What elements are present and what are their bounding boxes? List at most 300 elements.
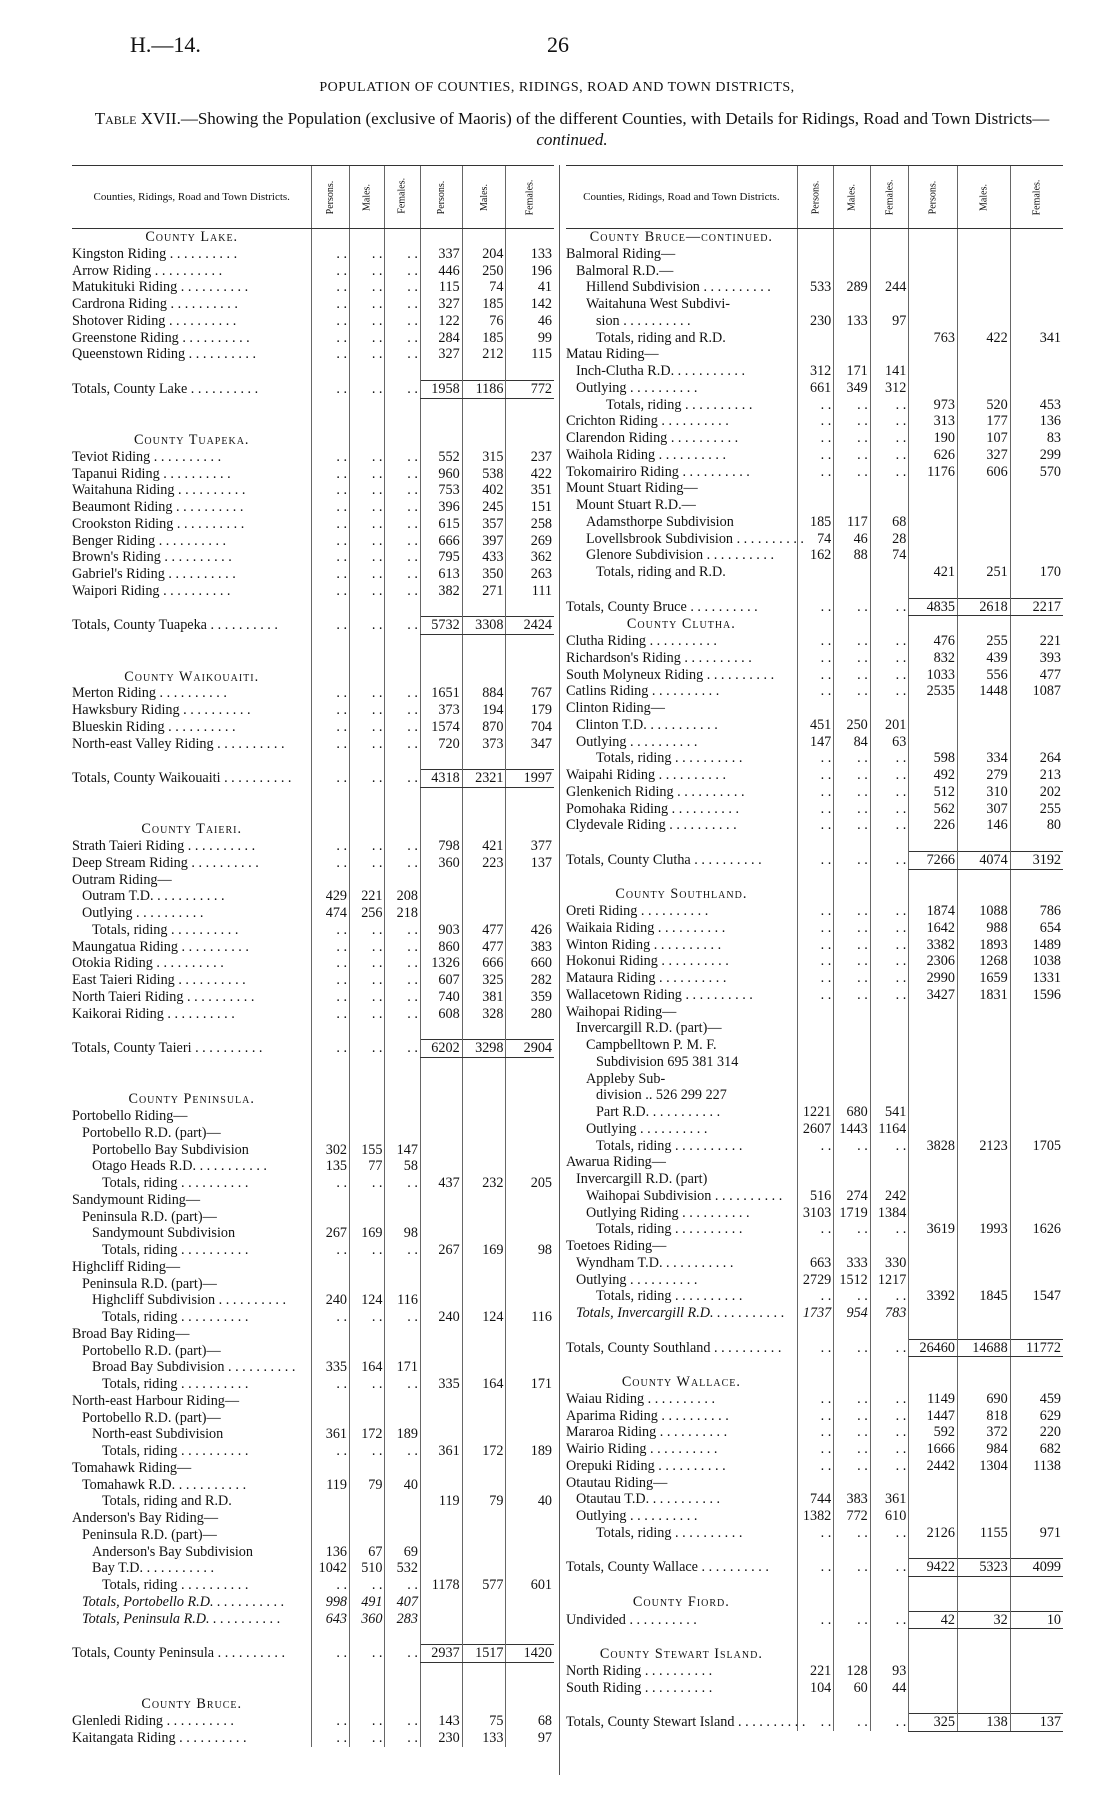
empty-cell (957, 616, 1010, 633)
females-total-cell (506, 1142, 554, 1159)
females-subtotal-cell (385, 1393, 420, 1410)
persons-subtotal-cell: 998 (312, 1594, 350, 1611)
table-caption-text: —Showing the Population (exclusive of Maoris) of the different Counties, with Details for Ridings, Road and Town Districts— (180, 109, 1050, 128)
males-subtotal-cell: . . (834, 1391, 871, 1408)
females-total-cell: 263 (506, 566, 554, 583)
males-total-cell: 984 (957, 1441, 1010, 1458)
persons-total-cell (909, 1071, 958, 1088)
males-total-cell (957, 1154, 1010, 1171)
table-row (72, 1175, 554, 1192)
col-header-place-right: Counties, Ridings, Road and Town Districts. (566, 166, 797, 229)
females-total-cell (506, 905, 554, 922)
leader-dots: . . . . . . . . . . (697, 1559, 769, 1576)
district-name (72, 872, 312, 889)
males-total-cell: 477 (462, 939, 506, 956)
empty-cell (957, 229, 1010, 246)
district-label: Peninsula R.D. (part)— (82, 1526, 217, 1543)
table-row (72, 1527, 554, 1544)
persons-subtotal-cell: . . (797, 413, 834, 430)
leader-dots: . . . . . . . . . . (214, 1645, 285, 1661)
females-total-cell: 629 (1010, 1408, 1063, 1425)
col-header-persons-2-right: Persons. (909, 166, 958, 229)
persons-total-cell: 763 (909, 330, 958, 347)
table-row (72, 872, 554, 889)
empty-cell (312, 1075, 350, 1092)
district-label: Highcliff Subdivision (92, 1292, 216, 1309)
females-total-cell: 660 (506, 955, 554, 972)
females-total-cell: 116 (506, 1309, 554, 1326)
persons-subtotal-cell: 2729 (797, 1272, 834, 1289)
males-total-cell: 1268 (957, 953, 1010, 970)
persons-subtotal-cell (312, 1125, 350, 1142)
county-heading-row (566, 1374, 1063, 1391)
males-total-cell: 666 (462, 955, 506, 972)
persons-total-cell (909, 1272, 958, 1289)
persons-total-cell: 226 (909, 817, 958, 834)
females-subtotal-cell: . . (385, 516, 420, 533)
district-name (72, 533, 312, 550)
persons-total-cell: 267 (420, 1242, 462, 1259)
persons-subtotal-cell: 162 (797, 547, 834, 564)
district-name (72, 1393, 312, 1410)
females-total-cell: 196 (506, 263, 554, 280)
males-subtotal-cell: . . (350, 549, 385, 566)
females-total-cell (506, 1527, 554, 1544)
females-subtotal-cell (385, 1326, 420, 1343)
males-total-cell: 2321 (462, 770, 506, 788)
females-subtotal-cell: . . (870, 970, 909, 987)
females-subtotal-cell (870, 1087, 909, 1104)
females-subtotal-cell: . . (385, 617, 420, 635)
leader-dots: . . . . . . . . . . (206, 617, 278, 634)
empty-cell (312, 1627, 350, 1644)
empty-cell (72, 1022, 312, 1039)
females-total-cell (1010, 531, 1063, 548)
district-label: Peninsula R.D. (part)— (82, 1208, 217, 1225)
females-subtotal-cell: 244 (870, 279, 909, 296)
males-total-cell (957, 480, 1010, 497)
males-total-cell (462, 1343, 506, 1360)
empty-cell (909, 1696, 958, 1713)
district-name (566, 1221, 797, 1238)
district-name (72, 1426, 312, 1443)
spacer-row (566, 1542, 1063, 1559)
persons-subtotal-cell: . . (797, 1441, 834, 1458)
persons-subtotal-cell: . . (312, 955, 350, 972)
females-subtotal-cell: . . (870, 633, 909, 650)
district-label: Totals, riding (596, 750, 672, 767)
females-total-cell: 477 (1010, 667, 1063, 684)
females-subtotal-cell (870, 1154, 909, 1171)
district-label: North-east Subdivision (92, 1426, 224, 1443)
persons-total-cell: 1326 (420, 955, 462, 972)
persons-subtotal-cell: . . (312, 482, 350, 499)
empty-cell (566, 1696, 797, 1713)
table-row (566, 1441, 1063, 1458)
table-row (72, 736, 554, 753)
males-total-cell: 1304 (957, 1458, 1010, 1475)
persons-total-cell (909, 313, 958, 330)
leader-dots: . . . . . . . . . . (656, 1424, 728, 1441)
males-subtotal-cell: . . (350, 838, 385, 855)
district-name (72, 263, 312, 280)
males-total-cell (957, 1037, 1010, 1054)
persons-subtotal-cell: 312 (797, 363, 834, 380)
persons-total-cell: 960 (420, 466, 462, 483)
table-row (566, 296, 1063, 313)
district-name (72, 617, 312, 635)
table-row (566, 246, 1063, 263)
district-name (566, 1714, 806, 1732)
persons-subtotal-cell: . . (797, 937, 834, 954)
persons-subtotal-cell (797, 1071, 834, 1088)
females-total-cell: 115 (506, 346, 554, 363)
leader-dots: . . . . . . . . . . (699, 279, 771, 296)
males-subtotal-cell: . . (834, 1714, 871, 1732)
persons-total-cell (909, 1054, 958, 1071)
district-label: Mataura Riding (566, 970, 656, 986)
males-subtotal-cell (834, 700, 871, 717)
leader-dots: . . . . . . . . . . (626, 1508, 698, 1524)
males-total-cell: 164 (462, 1376, 506, 1393)
persons-total-cell: 1666 (909, 1441, 958, 1458)
females-subtotal-cell: 407 (385, 1594, 420, 1611)
persons-subtotal-cell (312, 1527, 350, 1544)
empty-cell (506, 432, 554, 449)
persons-total-cell: 860 (420, 939, 462, 956)
table-row (566, 683, 1063, 700)
persons-subtotal-cell: . . (312, 736, 350, 753)
persons-total-cell: 832 (909, 650, 958, 667)
district-label: Totals, Peninsula R.D. (82, 1610, 210, 1627)
males-total-cell: 185 (462, 330, 506, 347)
district-name (72, 888, 312, 905)
empty-cell (797, 869, 834, 886)
persons-subtotal-cell: 74 (797, 531, 834, 548)
empty-cell (72, 635, 312, 652)
table-row (72, 1713, 554, 1730)
females-total-cell: 202 (1010, 784, 1063, 801)
females-total-cell (1010, 1171, 1063, 1188)
persons-subtotal-cell: 1382 (797, 1508, 834, 1525)
district-label: Tokomairiro Riding (566, 463, 679, 480)
males-subtotal-cell (834, 1004, 871, 1021)
table-row (566, 497, 1063, 514)
males-total-cell: 250 (462, 263, 506, 280)
empty-cell (506, 1022, 554, 1039)
table-row (72, 939, 554, 956)
district-label: Portobello R.D. (part)— (82, 1342, 221, 1359)
district-name (566, 547, 797, 564)
empty-cell (350, 1680, 385, 1697)
district-name (566, 1508, 797, 1525)
empty-cell (909, 1577, 958, 1594)
persons-subtotal-cell (312, 1460, 350, 1477)
spacer-row (566, 581, 1063, 598)
males-total-cell (462, 1594, 506, 1611)
males-subtotal-cell: . . (350, 972, 385, 989)
empty-cell (72, 805, 312, 822)
table-row (72, 1343, 554, 1360)
males-total-cell: 124 (462, 1309, 506, 1326)
females-total-cell: 4099 (1010, 1559, 1063, 1577)
males-subtotal-cell: 88 (834, 547, 871, 564)
males-subtotal-cell (350, 1326, 385, 1343)
leader-dots: . . . . . . . . . . (678, 463, 750, 480)
persons-total-cell: 1958 (420, 380, 462, 398)
persons-total-cell (909, 380, 958, 397)
females-subtotal-cell: . . (385, 566, 420, 583)
empty-cell (385, 787, 420, 804)
persons-total-cell (420, 1510, 462, 1527)
males-subtotal-cell: 79 (350, 1477, 385, 1494)
males-subtotal-cell: . . (834, 1138, 871, 1155)
persons-total-cell (420, 1276, 462, 1293)
females-total-cell: 767 (506, 685, 554, 702)
persons-total-cell: 361 (420, 1443, 462, 1460)
district-label: Totals, Invercargill R.D. (576, 1305, 714, 1321)
leader-dots: . . . . . . . . . . (681, 396, 753, 413)
empty-cell (72, 363, 312, 380)
leader-dots: . . . . . . . . . . (209, 1610, 281, 1627)
persons-subtotal-cell: . . (797, 447, 834, 464)
females-subtotal-cell (870, 263, 909, 280)
empty-cell (312, 1057, 350, 1074)
district-name (566, 1104, 797, 1121)
persons-total-cell: 592 (909, 1424, 958, 1441)
table-row (566, 1154, 1063, 1171)
district-name (566, 920, 797, 937)
district-label: Outram T.D. (82, 888, 154, 905)
persons-subtotal-cell: . . (312, 516, 350, 533)
persons-subtotal-cell: . . (797, 464, 834, 481)
females-total-cell: 269 (506, 533, 554, 550)
males-total-cell: 421 (462, 838, 506, 855)
table-row (566, 564, 1063, 581)
empty-cell (506, 752, 554, 769)
district-label: Richardson's Riding (566, 649, 681, 666)
persons-subtotal-cell: . . (797, 784, 834, 801)
males-total-cell: 3298 (462, 1040, 506, 1058)
persons-subtotal-cell: . . (797, 430, 834, 447)
county-heading-row (566, 1646, 1063, 1663)
leader-dots: . . . . . . . . . . (650, 936, 722, 953)
table-row (566, 801, 1063, 818)
males-total-cell: 279 (957, 767, 1010, 784)
county-total-row (566, 1714, 1063, 1732)
females-subtotal-cell: . . (385, 1175, 420, 1192)
table-row (72, 1125, 554, 1142)
district-label: Totals, County Waikouaiti (72, 770, 221, 786)
spacer-row (566, 1322, 1063, 1339)
males-total-cell: 4074 (957, 851, 1010, 869)
district-label: Strath Taieri Riding (72, 838, 185, 854)
males-total-cell (462, 1426, 506, 1443)
persons-total-cell (420, 1108, 462, 1125)
leader-dots: . . . . . . . . . . (163, 1713, 234, 1729)
leader-dots: . . . . . . . . . . (686, 598, 758, 615)
persons-subtotal-cell (797, 497, 834, 514)
females-subtotal-cell: 361 (870, 1491, 909, 1508)
males-total-cell: 315 (462, 449, 506, 466)
persons-subtotal-cell: 185 (797, 514, 834, 531)
persons-subtotal-cell: 302 (312, 1142, 350, 1159)
empty-cell (385, 363, 420, 380)
persons-subtotal-cell (797, 480, 834, 497)
district-label: Hokonui Riding (566, 953, 658, 970)
persons-total-cell: 613 (420, 566, 462, 583)
leader-dots: . . . . . . . . . . (734, 1714, 806, 1730)
empty-cell (420, 1696, 462, 1713)
district-label: Crookston Riding (72, 515, 174, 532)
females-total-cell: 1138 (1010, 1458, 1063, 1475)
females-total-cell (506, 1326, 554, 1343)
empty-cell (312, 415, 350, 432)
females-subtotal-cell (870, 1037, 909, 1054)
persons-total-cell: 119 (420, 1493, 462, 1510)
leader-dots: . . . . . . . . . . (220, 770, 292, 786)
empty-cell (957, 834, 1010, 851)
persons-subtotal-cell: 1221 (797, 1104, 834, 1121)
persons-subtotal-cell: . . (797, 1408, 834, 1425)
empty-cell (72, 1627, 312, 1644)
district-label: Totals, riding (92, 921, 168, 938)
district-name (566, 1272, 797, 1289)
empty-cell (1010, 1696, 1063, 1713)
females-subtotal-cell: . . (385, 719, 420, 736)
table-row (72, 702, 554, 719)
district-label: Totals, riding (102, 1242, 178, 1258)
district-name (566, 750, 797, 767)
males-total-cell (957, 1020, 1010, 1037)
females-total-cell: 601 (506, 1577, 554, 1594)
persons-total-cell: 615 (420, 516, 462, 533)
district-label: Wairio Riding (566, 1441, 647, 1457)
table-row (566, 1272, 1063, 1289)
males-total-cell: 328 (462, 1006, 506, 1023)
district-label: North Taieri Riding (72, 988, 184, 1005)
leader-dots: . . . . . . . . . . (177, 1242, 249, 1258)
table-row (72, 1477, 554, 1494)
persons-total-cell (909, 1663, 958, 1680)
district-name (566, 667, 797, 684)
district-name (72, 770, 312, 788)
district-name (566, 1491, 797, 1508)
persons-subtotal-cell: . . (312, 1309, 350, 1326)
males-subtotal-cell: . . (834, 953, 871, 970)
males-total-cell: 325 (462, 972, 506, 989)
leader-dots: . . . . . . . . . . (646, 716, 718, 733)
persons-total-cell (420, 1359, 462, 1376)
males-subtotal-cell: . . (350, 702, 385, 719)
persons-total-cell: 3828 (909, 1138, 958, 1155)
empty-cell (834, 1646, 871, 1663)
empty-cell (566, 1322, 797, 1339)
females-subtotal-cell: . . (870, 598, 909, 616)
district-name (566, 1255, 797, 1272)
males-subtotal-cell (350, 1510, 385, 1527)
district-name (72, 1376, 312, 1393)
empty-cell (834, 834, 871, 851)
males-total-cell: 2123 (957, 1138, 1010, 1155)
persons-subtotal-cell: 361 (312, 1426, 350, 1443)
empty-cell (834, 616, 871, 633)
females-subtotal-cell: 1217 (870, 1272, 909, 1289)
persons-subtotal-cell: . . (797, 1391, 834, 1408)
district-label: Teviot Riding (72, 448, 151, 465)
empty-cell (834, 1577, 871, 1594)
district-label: Highcliff Riding— (72, 1258, 181, 1275)
persons-total-cell: 115 (420, 279, 462, 296)
persons-subtotal-cell (797, 263, 834, 280)
persons-total-cell: 437 (420, 1175, 462, 1192)
county-total-row (566, 598, 1063, 616)
females-total-cell: 170 (1010, 564, 1063, 581)
empty-cell (506, 1680, 554, 1697)
empty-cell (312, 363, 350, 380)
females-total-cell (1010, 1037, 1063, 1054)
females-total-cell (1010, 346, 1063, 363)
district-label: Totals, riding (596, 1524, 672, 1541)
district-name (72, 922, 312, 939)
males-total-cell: 204 (462, 246, 506, 263)
empty-cell (1010, 1357, 1063, 1374)
males-total-cell: 251 (957, 564, 1010, 581)
district-name (72, 1259, 312, 1276)
persons-total-cell: 973 (909, 397, 958, 414)
females-subtotal-cell: . . (870, 767, 909, 784)
district-label: Invercargill R.D. (part)— (576, 1020, 722, 1037)
males-subtotal-cell (350, 1493, 385, 1510)
district-label: Glenledi Riding (72, 1713, 164, 1729)
empty-cell (870, 1542, 909, 1559)
persons-subtotal-cell: 1737 (797, 1305, 834, 1322)
persons-subtotal-cell (797, 700, 834, 717)
leader-dots: . . . . . . . . . . (166, 296, 238, 312)
persons-total-cell (420, 872, 462, 889)
district-label: Totals, riding (596, 1137, 672, 1154)
females-subtotal-cell: . . (385, 1730, 420, 1747)
table-row (72, 905, 554, 922)
persons-subtotal-cell: . . (797, 1138, 834, 1155)
empty-cell (350, 669, 385, 686)
empty-cell (72, 398, 312, 415)
females-total-cell: 80 (1010, 817, 1063, 834)
females-total-cell: 1420 (506, 1645, 554, 1663)
district-label: Waihola Riding (566, 446, 656, 463)
males-total-cell: 75 (462, 1713, 506, 1730)
leader-dots: . . . . . . . . . . (184, 838, 256, 854)
district-label: Clarendon Riding (566, 430, 668, 446)
males-total-cell: 245 (462, 499, 506, 516)
empty-cell (462, 415, 506, 432)
males-total-cell (957, 734, 1010, 751)
col-header-females-2: Females. (506, 166, 554, 229)
empty-cell (797, 229, 834, 246)
district-label: Bay T.D. (92, 1560, 144, 1577)
females-subtotal-cell: . . (385, 330, 420, 347)
district-label: Outlying (82, 905, 133, 921)
persons-total-cell: 122 (420, 313, 462, 330)
females-subtotal-cell: . . (870, 1138, 909, 1155)
district-label: Toetoes Riding— (566, 1238, 667, 1254)
males-total-cell (462, 872, 506, 889)
males-subtotal-cell: 1512 (834, 1272, 871, 1289)
table-row (72, 1225, 554, 1242)
empty-cell (566, 1357, 797, 1374)
persons-total-cell: 1642 (909, 920, 958, 937)
males-total-cell (957, 1121, 1010, 1138)
